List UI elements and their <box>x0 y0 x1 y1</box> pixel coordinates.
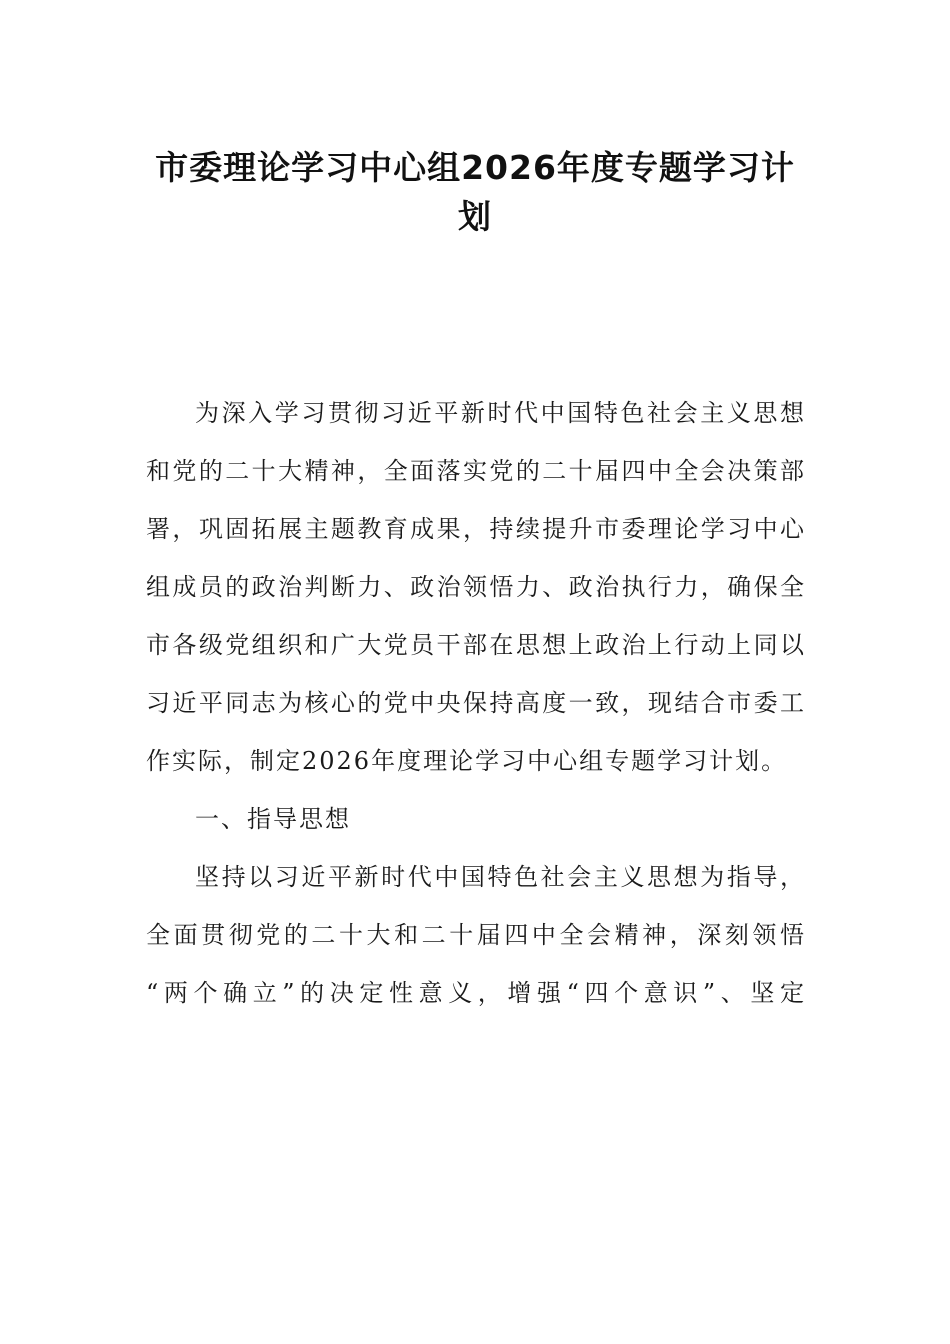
paragraph-1-line: 作实际，制定2026年度理论学习中心组专题学习计划。 <box>146 747 788 775</box>
document-title-line-2: 划 <box>458 197 492 236</box>
section-heading-guiding-ideology: 一、指导思想 <box>195 805 351 833</box>
paragraph-1-line: 为深入学习贯彻习近平新时代中国特色社会主义思想 <box>195 399 806 427</box>
paragraph-1-line: 组成员的政治判断力、政治领悟力、政治执行力，确保全 <box>146 573 806 601</box>
paragraph-2-line: 坚持以习近平新时代中国特色社会主义思想为指导， <box>195 863 806 891</box>
paragraph-1-line: 市各级党组织和广大党员干部在思想上政治上行动上同以 <box>146 631 806 659</box>
document-title-line-1: 市委理论学习中心组2026年度专题学习计 <box>155 148 795 187</box>
paragraph-2-line: “两个确立”的决定性意义，增强“四个意识”、坚定 <box>146 979 806 1007</box>
document-body <box>146 384 806 1022</box>
paragraph-1-line: 习近平同志为核心的党中央保持高度一致，现结合市委工 <box>146 689 806 717</box>
paragraph-1-line: 署，巩固拓展主题教育成果，持续提升市委理论学习中心 <box>146 515 806 543</box>
paragraph-1-line: 和党的二十大精神，全面落实党的二十届四中全会决策部 <box>146 457 806 485</box>
paragraph-2-line: 全面贯彻党的二十大和二十届四中全会精神，深刻领悟 <box>146 921 806 949</box>
